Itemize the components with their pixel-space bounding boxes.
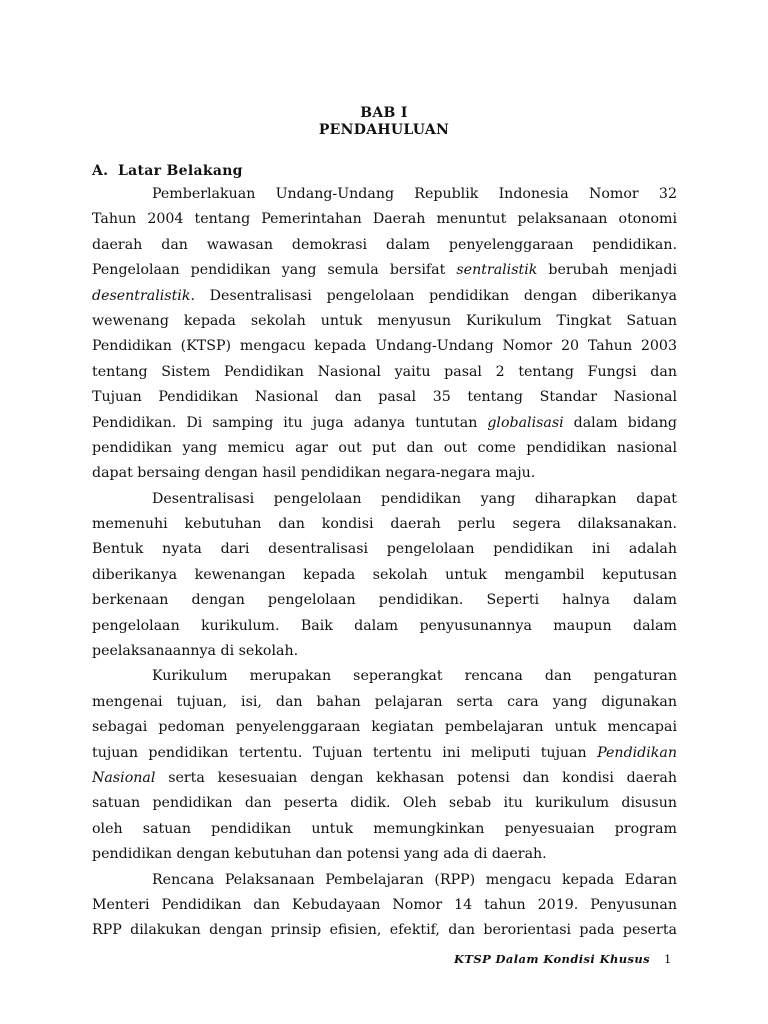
section-heading bbox=[92, 163, 243, 179]
section-title: Latar Belakang bbox=[118, 163, 243, 179]
paragraph-line: Desentralisasi pengelolaan pendidikan yang diharapkan dapat bbox=[152, 490, 677, 507]
paragraph-line: Bentuk nyata dari desentralisasi pengelolaan pendidikan ini adalah bbox=[92, 541, 677, 558]
paragraph-line: Tahun 2004 tentang Pemerintahan Daerah menuntut pelaksanaan otonomi bbox=[92, 211, 677, 228]
paragraph-line: wewenang kepada sekolah untuk menyusun Kurikulum Tingkat Satuan bbox=[92, 312, 677, 329]
paragraph-line: oleh satuan pendidikan untuk memungkinkan penyesuaian program bbox=[92, 820, 677, 837]
page-footer bbox=[0, 952, 768, 972]
chapter-title: PENDAHULUAN bbox=[318, 122, 450, 138]
footer-running-title: KTSP Dalam Kondisi Khusus bbox=[454, 952, 650, 966]
paragraph-line: berkenaan dengan pengelolaan pendidikan. Seperti halnya dalam bbox=[92, 592, 677, 609]
paragraph-line: pendidikan dengan kebutuhan dan potensi yang ada di daerah. bbox=[92, 846, 547, 863]
paragraph-line: sebagai pedoman penyelenggaraan kegiatan pembelajaran untuk mencapai bbox=[92, 719, 677, 736]
paragraph-line: Pemberlakuan Undang-Undang Republik Indonesia Nomor 32 bbox=[152, 186, 677, 202]
paragraph-line: pengelolaan kurikulum. Baik dalam penyusunannya maupun dalam bbox=[92, 617, 677, 634]
paragraph-line: diberikanya kewenangan kepada sekolah untuk mengambil keputusan bbox=[92, 566, 677, 583]
paragraph-line: satuan pendidikan dan peserta didik. Oleh sebab itu kurikulum disusun bbox=[92, 795, 677, 812]
paragraph-line: Tujuan Pendidikan Nasional dan pasal 35 tentang Standar Nasional bbox=[92, 389, 677, 406]
paragraph-line: tujuan pendidikan tertentu. Tujuan tertentu ini meliputi tujuan Pendidikan bbox=[92, 744, 677, 761]
paragraph-line: tentang Sistem Pendidikan Nasional yaitu pasal 2 tentang Fungsi dan bbox=[92, 363, 677, 380]
paragraph-line: dapat bersaing dengan hasil pendidikan negara-negara maju. bbox=[92, 465, 536, 482]
paragraph-line: RPP dilakukan dengan prinsip efisien, efektif, dan berorientasi pada peserta bbox=[92, 922, 677, 939]
paragraph-line: mengenai tujuan, isi, dan bahan pelajaran serta cara yang digunakan bbox=[92, 693, 677, 710]
paragraph-line: Pendidikan (KTSP) mengacu kepada Undang-Undang Nomor 20 Tahun 2003 bbox=[92, 338, 677, 355]
paragraph-line: Nasional serta kesesuaian dengan kekhasan potensi dan kondisi daerah bbox=[92, 769, 677, 786]
page-number: 1 bbox=[664, 952, 672, 966]
section-number: A. bbox=[92, 163, 109, 179]
paragraph-line: Pengelolaan pendidikan yang semula bersifat sentralistik berubah menjadi bbox=[92, 262, 677, 279]
paragraph-line: memenuhi kebutuhan dan kondisi daerah perlu segera dilaksanakan. bbox=[92, 516, 677, 533]
paragraph-line: Kurikulum merupakan seperangkat rencana dan pengaturan bbox=[152, 668, 677, 685]
paragraph-line: Pendidikan. Di samping itu juga adanya tuntutan globalisasi dalam bidang bbox=[92, 414, 677, 431]
paragraph-line: pendidikan yang memicu agar out put dan out come pendidikan nasional bbox=[92, 439, 677, 456]
paragraph-line: Menteri Pendidikan dan Kebudayaan Nomor 14 tahun 2019. Penyusunan bbox=[92, 896, 677, 913]
paragraph-line: Rencana Pelaksanaan Pembelajaran (RPP) mengacu kepada Edaran bbox=[152, 871, 677, 888]
body-text bbox=[92, 182, 677, 944]
paragraph-line: desentralistik. Desentralisasi pengelolaan pendidikan dengan diberikanya bbox=[92, 287, 677, 304]
paragraph-line: daerah dan wawasan demokrasi dalam penyelenggaraan pendidikan. bbox=[92, 236, 677, 253]
paragraph-line: peelaksanaannya di sekolah. bbox=[92, 643, 299, 660]
chapter-number: BAB I bbox=[360, 105, 408, 121]
